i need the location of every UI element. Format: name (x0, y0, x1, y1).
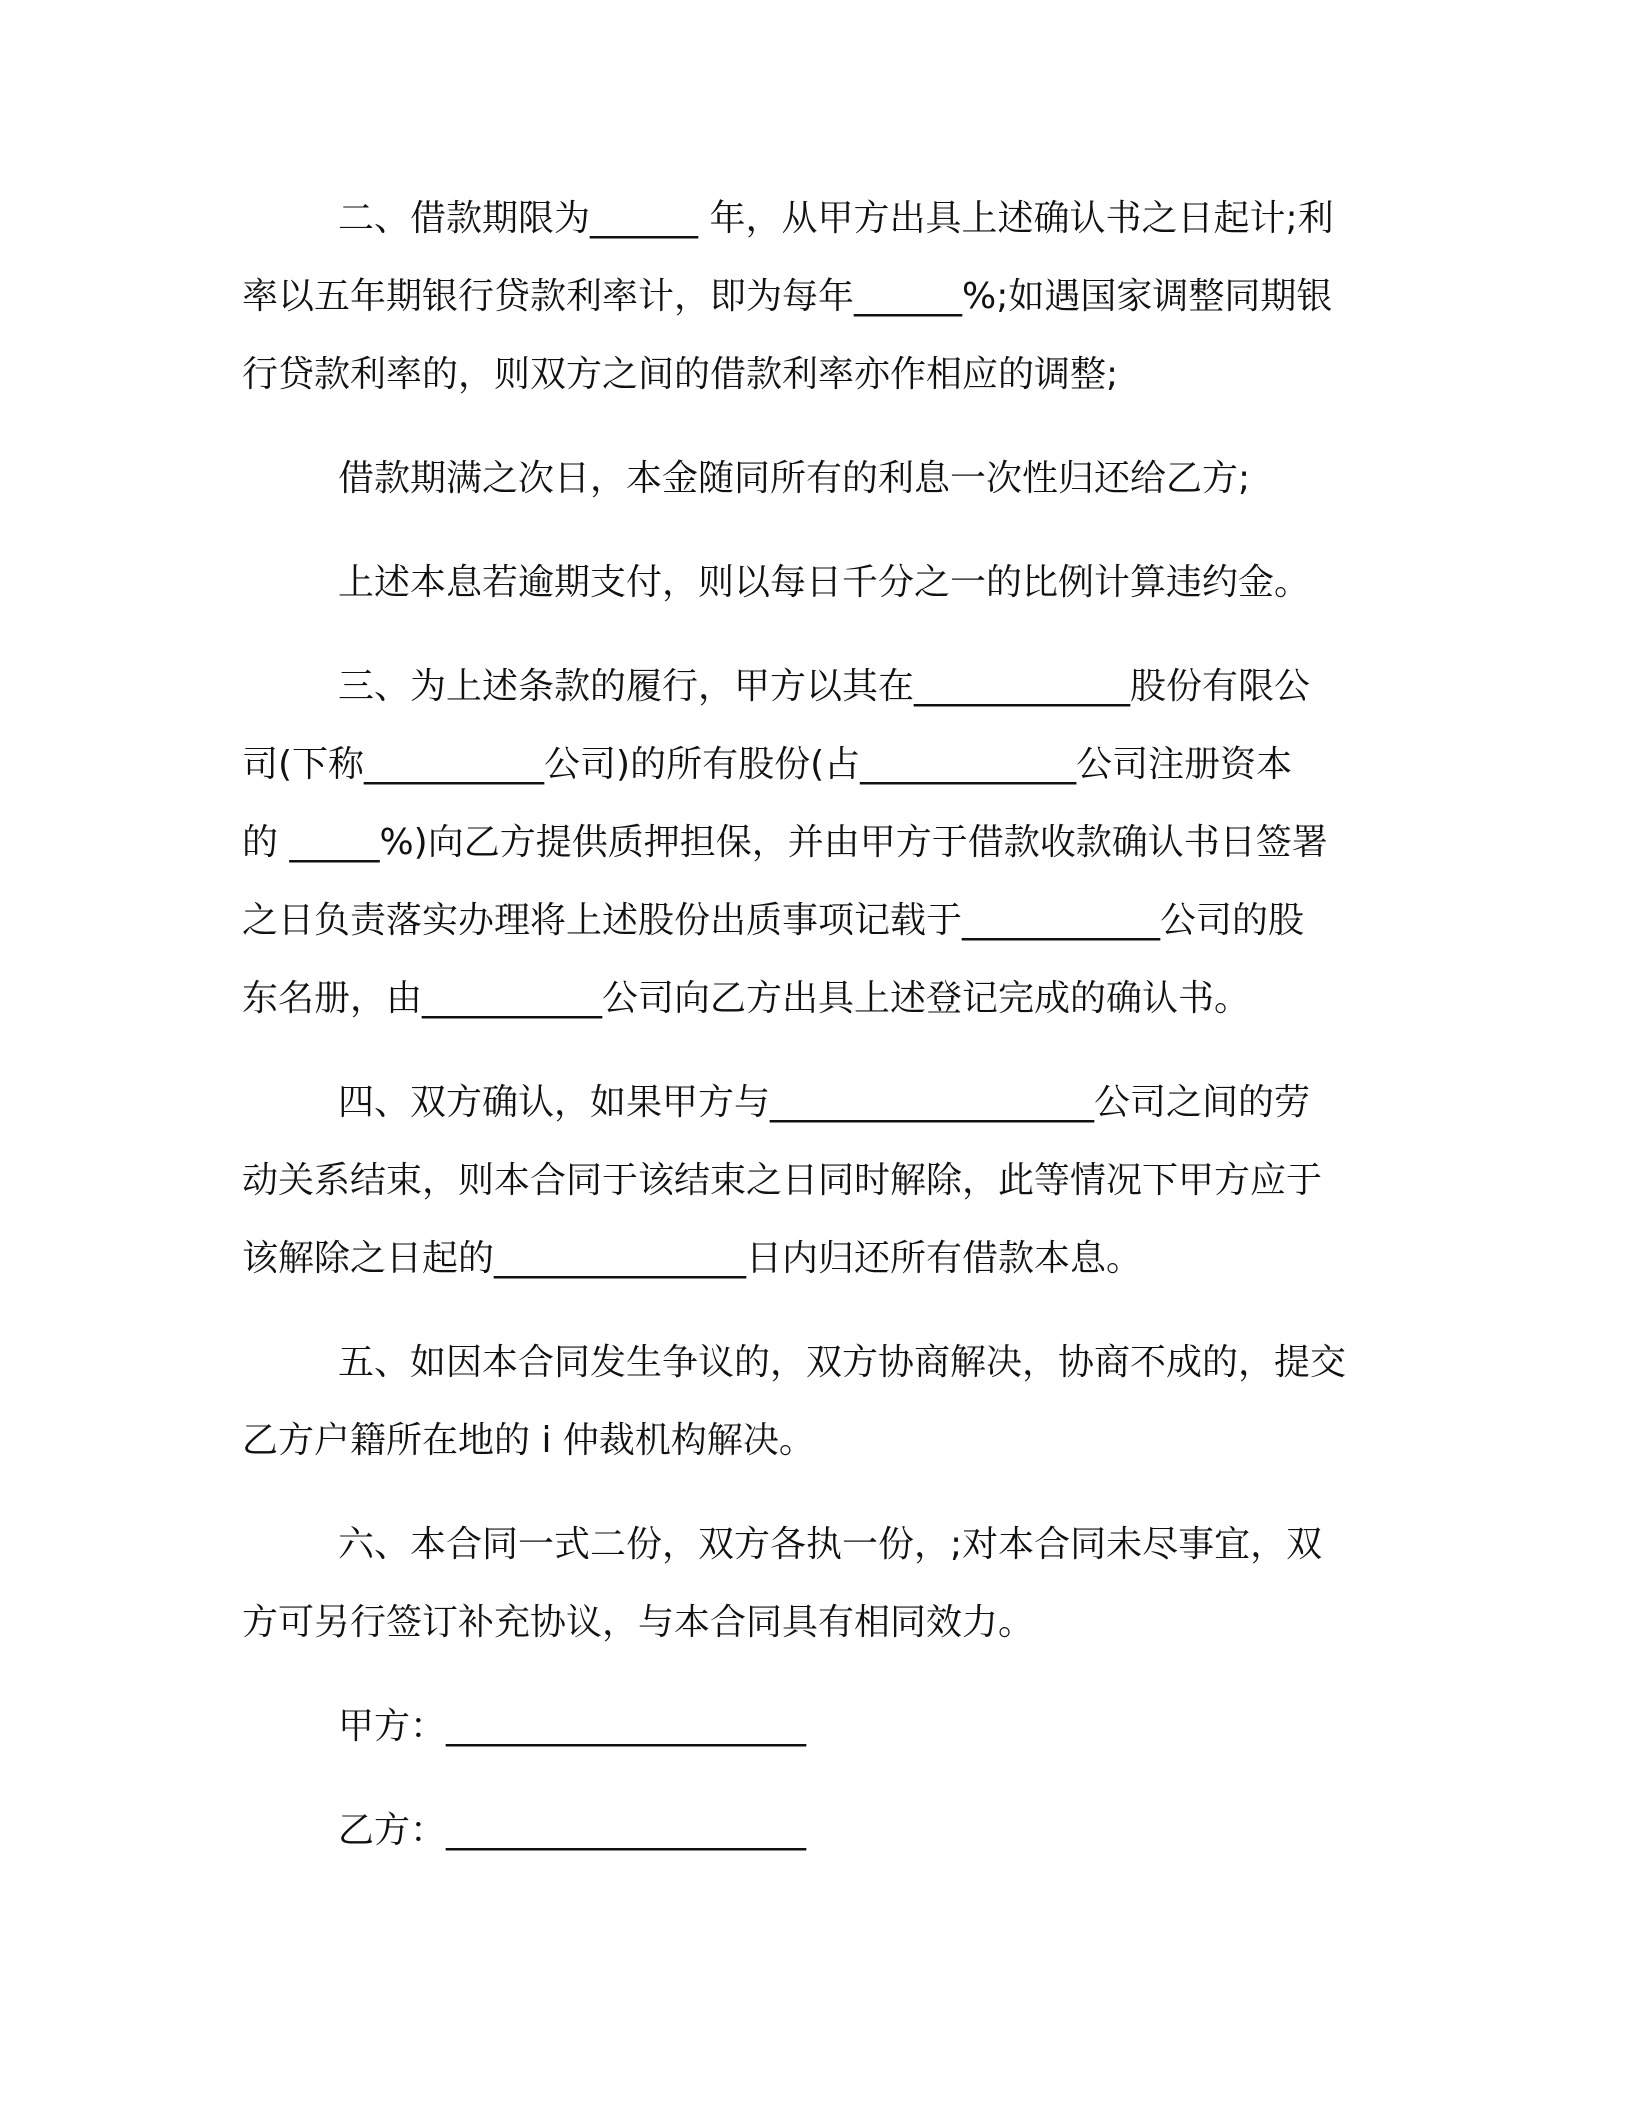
clause-two-penalty (242, 544, 1392, 622)
clause-three-line-4: 之日负责落实办理将上述股份出质事项记载于___________公司的股 (242, 900, 1305, 941)
clause-six-line-2: 方可另行签订补充协议，与本合同具有相同效力。 (242, 1602, 1035, 1643)
contract-page (242, 180, 1392, 1896)
clause-five-line-1: 五、如因本合同发生争议的，双方协商解决，协商不成的，提交 (338, 1342, 1347, 1383)
clause-six-line-1: 六、本合同一式二份，双方各执一份，;对本合同未尽事宜，双 (338, 1524, 1323, 1565)
clause-three-line-2: 司(下称__________公司)的所有股份(占____________公司注册资本 (242, 744, 1293, 785)
clause-two-repayment-text: 借款期满之次日，本金随同所有的利息一次性归还给乙方; (338, 458, 1251, 499)
clause-two-penalty-text: 上述本息若逾期支付，则以每日千分之一的比例计算违约金。 (338, 562, 1311, 603)
clause-two-line-3: 行贷款利率的，则双方之间的借款利率亦作相应的调整; (242, 354, 1119, 395)
clause-five-line-2: 乙方户籍所在地的 i 仲裁机构解决。 (242, 1420, 815, 1461)
clause-five (242, 1324, 1392, 1480)
clause-two-repayment (242, 440, 1392, 518)
signature-party-b: 乙方：____________________ (338, 1810, 807, 1851)
clause-four-line-2: 动关系结束，则本合同于该结束之日同时解除，此等情况下甲方应于 (242, 1160, 1323, 1201)
clause-two-line-1: 二、借款期限为______ 年，从甲方出具上述确认书之日起计;利 (338, 198, 1334, 239)
clause-four (242, 1064, 1392, 1298)
clause-three-line-5: 东名册，由__________公司向乙方出具上述登记完成的确认书。 (242, 978, 1251, 1019)
clause-three-line-1: 三、为上述条款的履行，甲方以其在____________股份有限公 (338, 666, 1311, 707)
clause-three-line-3: 的 _____%)向乙方提供质押担保，并由甲方于借款收款确认书日签署 (242, 822, 1328, 863)
clause-two (242, 180, 1392, 414)
clause-two-line-2: 率以五年期银行贷款利率计，即为每年______%;如遇国家调整同期银 (242, 276, 1333, 317)
signature-party-a: 甲方：____________________ (338, 1706, 807, 1747)
clause-four-line-1: 四、双方确认，如果甲方与__________________公司之间的劳 (338, 1082, 1311, 1123)
clause-four-line-3: 该解除之日起的______________日内归还所有借款本息。 (242, 1238, 1143, 1279)
clause-six (242, 1506, 1392, 1662)
clause-three (242, 648, 1392, 1038)
